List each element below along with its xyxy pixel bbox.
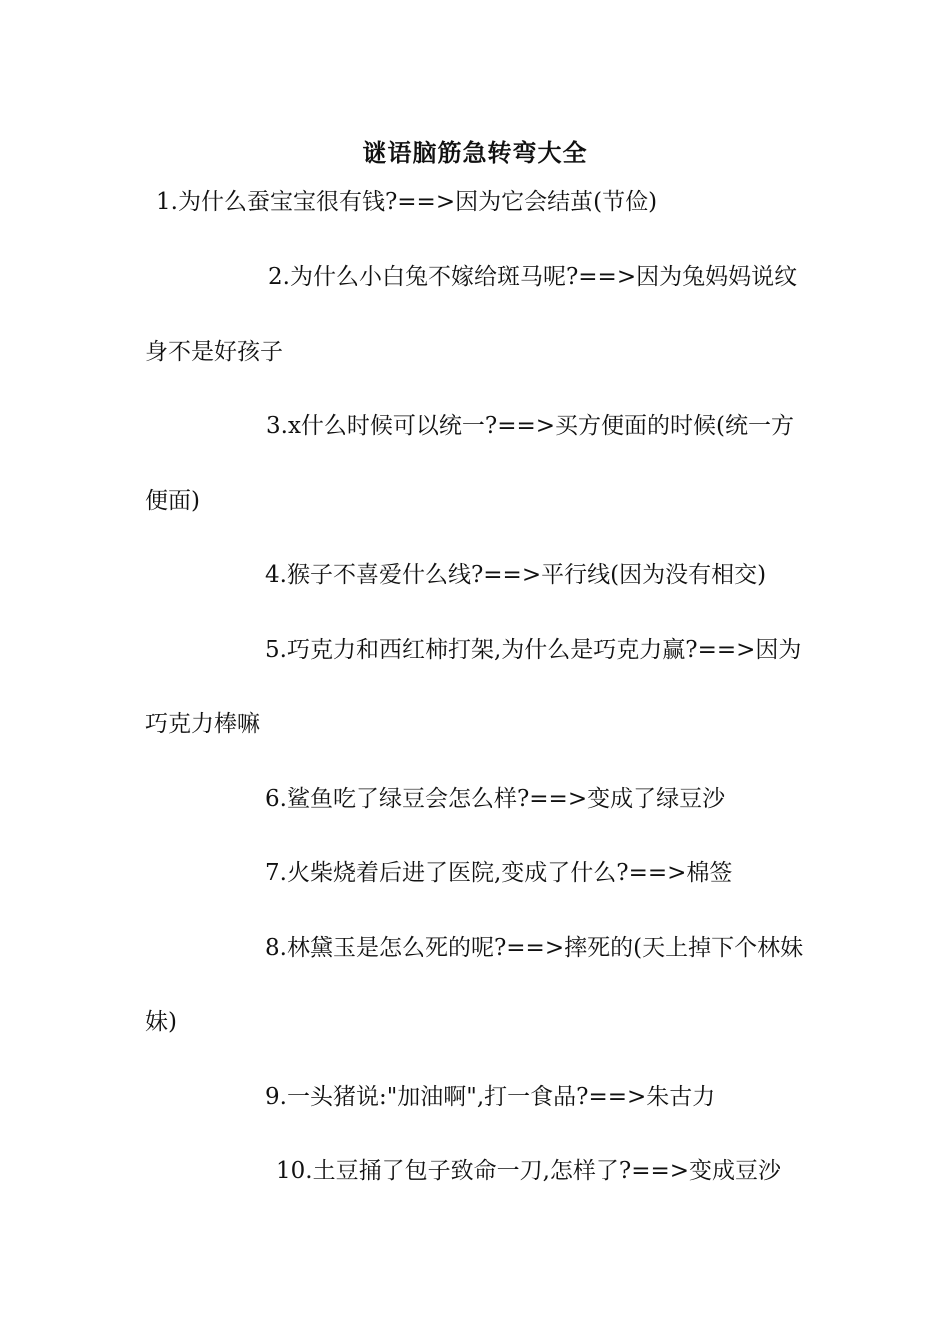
riddle-6: 6.鲨鱼吃了绿豆会怎么样?==>变成了绿豆沙 [265, 786, 726, 812]
riddle-5-line-2: 巧克力棒嘛 [145, 711, 260, 737]
riddle-2-line-1: 2.为什么小白兔不嫁给斑马呢?==>因为兔妈妈说纹 [268, 264, 798, 290]
riddle-3-line-1: 3.x什么时候可以统一?==>买方便面的时候(统一方 [266, 413, 795, 439]
document-title: 谜语脑筋急转弯大全 [362, 138, 588, 167]
riddle-9: 9.一头猪说:"加油啊",打一食品?==>朱古力 [265, 1084, 716, 1110]
riddle-8-line-1: 8.林黛玉是怎么死的呢?==>摔死的(天上掉下个林妹 [265, 935, 804, 961]
riddle-8-line-2: 妹) [145, 1009, 177, 1035]
riddle-1: 1.为什么蚕宝宝很有钱?==>因为它会结茧(节俭) [156, 189, 658, 215]
riddle-3-line-2: 便面) [145, 488, 200, 514]
riddle-10: 10.土豆捅了包子致命一刀,怎样了?==>变成豆沙 [276, 1158, 782, 1184]
riddle-7: 7.火柴烧着后进了医院,变成了什么?==>棉签 [265, 860, 733, 886]
riddle-4: 4.猴子不喜爱什么线?==>平行线(因为没有相交) [265, 562, 767, 588]
riddle-5-line-1: 5.巧克力和西红柿打架,为什么是巧克力赢?==>因为 [265, 637, 802, 663]
riddle-2-line-2: 身不是好孩子 [145, 339, 283, 365]
